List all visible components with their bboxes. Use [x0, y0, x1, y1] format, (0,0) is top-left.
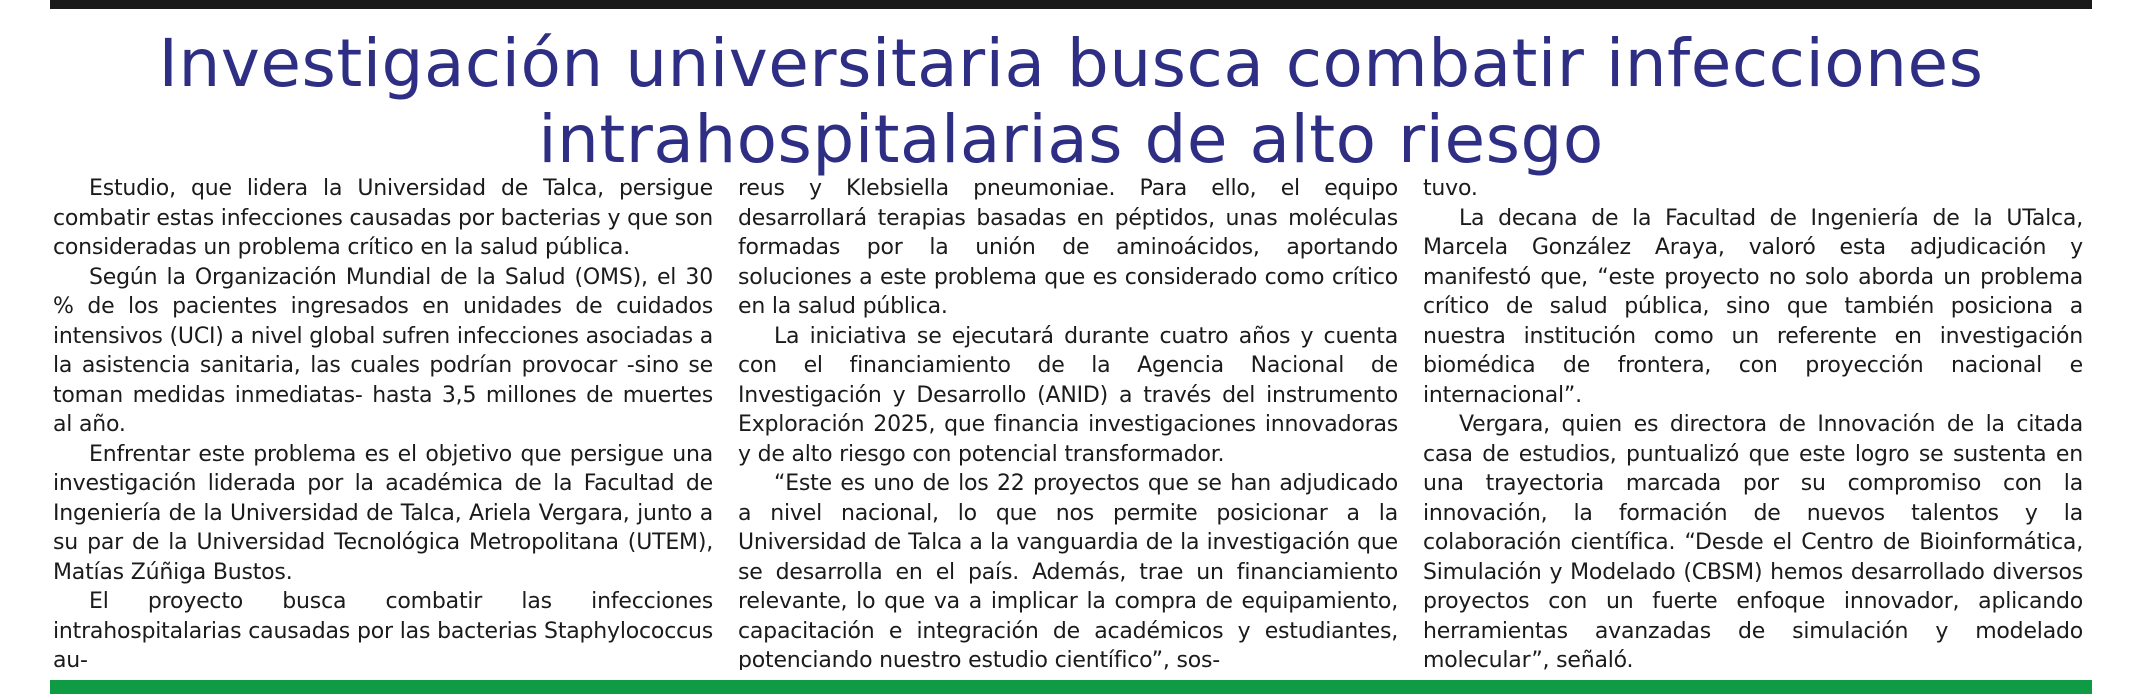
paragraph-continued: tuvo.: [1423, 176, 1478, 201]
column-2: [738, 174, 1398, 670]
paragraph: La iniciativa se ejecutará durante cuatro años y cuenta con el financiamiento de la Agencia Nacional de Investigación y Desarrollo (ANID) a través del instrumento Exploración 2025, que financia investigaciones innovadoras y de alto riesgo con potencial transformador.: [738, 323, 1398, 467]
paragraph-continued: reus y Klebsiella pneumoniae. Para ello, el equipo desarrollará terapias basadas en péptidos, unas moléculas formadas por la unión de aminoácidos, aportando soluciones a este problema que es considerado como crítico en la salud pública.: [738, 176, 1398, 319]
column-1: [53, 174, 713, 670]
paragraph: Estudio, que lidera la Universidad de Talca, persigue combatir estas infecciones causadas por bacterias y que son consideradas un problema crítico en la salud pública.: [53, 176, 713, 260]
headline-line-1: Investigación universitaria busca combatir infecciones: [158, 25, 1984, 102]
top-rule: [50, 0, 2092, 9]
headline-line-2: intrahospitalarias de alto riesgo: [538, 101, 1604, 178]
article-headline: [50, 26, 2092, 178]
paragraph: La decana de la Facultad de Ingeniería de la UTalca, Marcela González Araya, valoró esta adjudicación y manifestó que, “este proyecto no solo aborda un problema crítico de salud pública, sino que también posiciona a nuestra institución como un referente en investigación biomédica de frontera, con proyección nacional e internacional”.: [1423, 205, 2083, 408]
paragraph: Según la Organización Mundial de la Salud (OMS), el 30 % de los pacientes ingresados en unidades de cuidados intensivos (UCI) a nivel global sufren infecciones asociadas a la asistencia sanitaria, las cuales podrían provocar -sino se toman medidas inmediatas- hasta 3,5 millones de muertes al año.: [53, 264, 713, 437]
article-body: [53, 174, 2089, 670]
paragraph: Vergara, quien es directora de Innovación de la citada casa de estudios, puntualizó que este logro se sustenta en una trayectoria marcada por su compromiso con la innovación, la formación de nuevos talentos y la colaboración científica. “Desde el Centro de Bioinformática, Simulación y Modelado (CBSM) hemos desarrollado diversos proyectos con un fuerte enfoque innovador, aplicando herramientas avanzadas de simulación y modelado molecular”, señaló.: [1423, 412, 2083, 670]
bottom-rule: [50, 680, 2092, 694]
paragraph: Enfrentar este problema es el objetivo que persigue una investigación liderada por la académica de la Facultad de Ingeniería de la Universidad de Talca, Ariela Vergara, junto a su par de la Universidad Tecnológica Metropolitana (UTEM), Matías Zúñiga Bustos.: [53, 441, 713, 585]
column-3: [1423, 174, 2083, 670]
paragraph: “Este es uno de los 22 proyectos que se han adjudicado a nivel nacional, lo que nos permite posicionar a la Universidad de Talca a la vanguardia de la investigación que se desarrolla en el país. Además, trae un financiamiento relevante, lo que va a implicar la compra de equipamiento, capacitación e integración de académicos y estudiantes, potenciando nuestro estudio científico”, sos-: [738, 471, 1398, 670]
paragraph: El proyecto busca combatir las infecciones intrahospitalarias causadas por las bacterias Staphylococcus au-: [53, 589, 713, 670]
